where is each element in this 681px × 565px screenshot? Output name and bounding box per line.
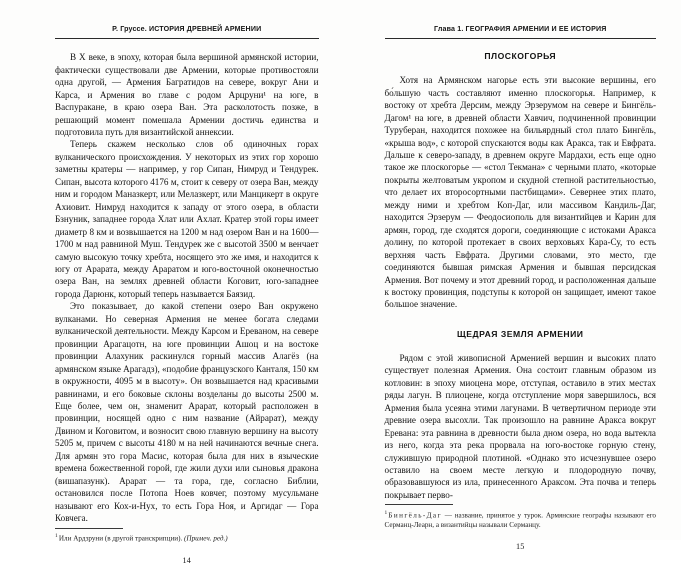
footnote-text: Или Ардзруни (в другой транскрипции). [59,534,184,542]
paragraph: Хотя на Армянском нагорье есть эти высокие вершины, его бо́льшую часть составляют именно плоскогорья. Например, к востоку от хребта Дерсим, между Эрзерумом на севере и Бингёль-Дагом¹ на юге, в древней области Хавчич, подчиненной провинции Туруберан, находится похожее на бильярдный стол плато Бингёль, «крыша вод», с которой спускаются воды как Аракса, так и Евфрата. Дальше к северо-западу, в древнем округе Мардахи, есть еще одно такое же плоскогорье — «стол Текмана» с черными плато, «которые покрыты желтоватым укропом и скудной степной растительностью, что делает их второсортными пастбищами». Севернее этих плато, между ними и хребтом Коп-Даг, или массивом Кандиль-Даг, находится Эрзерум — Феодосиополь для византийцев и Карин для армян, город, где сходятся дороги, соединяющие с истоками Аракса долину, по которой протекает в своих верховьях Кара-Су, то есть верхняя часть Евфрата. Другими словами, это место, где соединяются бывшая римская Армения и бывшая персидская Армения. Вот почему и этот древний город, и расположенная дальше к востоку провинция, подступы к которой он защищает, имеют такое большое значение. [385,74,657,311]
body-column-left [55,39,319,565]
page-number-left: 14 [55,556,319,565]
footnote-rule-left [55,528,123,529]
footnote-term: Бингёль-Даг [388,511,441,519]
footnote-text: — название, принятое у турок. Армянские географы называют его Серманц-Леарн, а византийцы называли Серманцу. [385,511,657,528]
footnote-editor-note: (Примеч. ред.) [184,534,228,542]
page-right [341,0,681,540]
page-left [0,0,341,540]
page-number-right: 15 [385,542,657,551]
paragraph: Это показывает, до какой степени озеро Ван окружено вулканами. Но северная Армения не менее богата следами вулканической деятельности. Между Карсом и Ереваном, на севере провинции Арагацотн, на юге провинции Ашоц и на востоке провинции Алахуник раскинулся горный массив Алагёз (на армянском языке Арагадз), «подобие французского Канталя, 150 км в окружности, 4095 м в высоту». Он возвышается над красивыми равнинами, и его боковые склоны возделаны до высоты 2500 м. Еще более, чем он, знаменит Арарат, который расположен в провинции, носящей одно с ним название (Айрарат), между Двином и Коговитом, и возносит свою главную вершину на высоту 5205 м, причем с высоты 4180 м на ней начинаются вечные снега. Для армян это гора Масис, которая была для них в языческие времена божественной горой, где жили духи или сыновья дракона (вишапазунк). Арарат — та гора, где, согласно Библии, остановился после Потопа Ноев ковчег, поэтому мусульмане называют его Кох-и-Нух, то есть Гора Ноя, и Аргидаг — Гора Ковчега. [55,300,319,524]
running-head-left: Р. Груссе. ИСТОРИЯ ДРЕВНЕЙ АРМЕНИИ [55,26,319,34]
paragraph: Рядом с этой живописной Арменией вершин и высоких плато существует полезная Армения. Она состоит главным образом из котловин: в эпоху миоцена море, отступая, оставило в этих местах ряды лагун. В плиоцене, когда отступление моря завершилось, вся Армения была усеяна этими лагунами. В четвертичном периоде эти древние озера высохли. Так произошло на равнине Аракса вокруг Еревана: эта равнина в древности была дном озера, но вода вытекла из него, когда эта река прорвала на юго-востоке горную стену, служившую природной плотиной. «Однако это исчезнувшее озеро оставило на своем месте легкую и плодородную почву, образовавшуюся из ила, принесенного Араксом. Эта почва и теперь покрывает перво- [385,352,657,501]
running-head-right: Глава 1. ГЕОГРАФИЯ АРМЕНИИ И ЕЕ ИСТОРИЯ [385,26,657,34]
section-heading-plateaus: ПЛОСКОГОРЬЯ [385,51,657,61]
footnote-marker: 1 [385,510,388,516]
body-column-right [385,39,657,551]
footnote-marker: 1 [55,533,58,539]
footnote-left [55,532,319,544]
footnote-rule-right [385,504,453,505]
paragraph: В X веке, в эпоху, которая была вершиной армянской истории, фактически существовали две Армении, которые противостояли одна другой, — Армения Багратидов на севере, вокруг Ани и Карса, и Армения во главе с родом Арцруни¹ на юге, в Васпуракане, в краю озера Ван. Эта расколотость позже, в решающий момент помешала Армении достичь единства и подготовила путь для византийской аннексии. [55,51,319,138]
footnote-zone-left [55,525,319,565]
paragraph: Теперь скажем несколько слов об одиночных горах вулканического происхождения. У некоторых из этих гор хорошо заметны кратеры — например, у гор Сипан, Нимруд и Тендурек. Сипан, высота которого 4176 м, стоит к северу от озера Ван, между ним и городом Маназкерт, или Мелазкерт, или Манцикерт в округе Ахиовит. Нимруд находится к западу от этого озера, в области Бзнуник, западнее города Хлат или Ахлат. Кратер этой горы имеет диаметр 8 км и возвышается на 1200 м над озером Ван и на 1600—1700 м над равниной Муш. Тендурек же с высотой 3500 м венчает самую высокую точку хребта, носящего это же имя, и находится к югу от Арарата, между Араратом и юго-восточной оконечностью озера Ван, на землях древней области Коговит, юго-западнее города Дарюнк, который теперь называется Баязид. [55,138,319,300]
footnote-zone-right [385,501,657,551]
footnote-right [385,509,657,530]
section-heading-fertile-land: ЩЕДРАЯ ЗЕМЛЯ АРМЕНИИ [385,329,657,339]
